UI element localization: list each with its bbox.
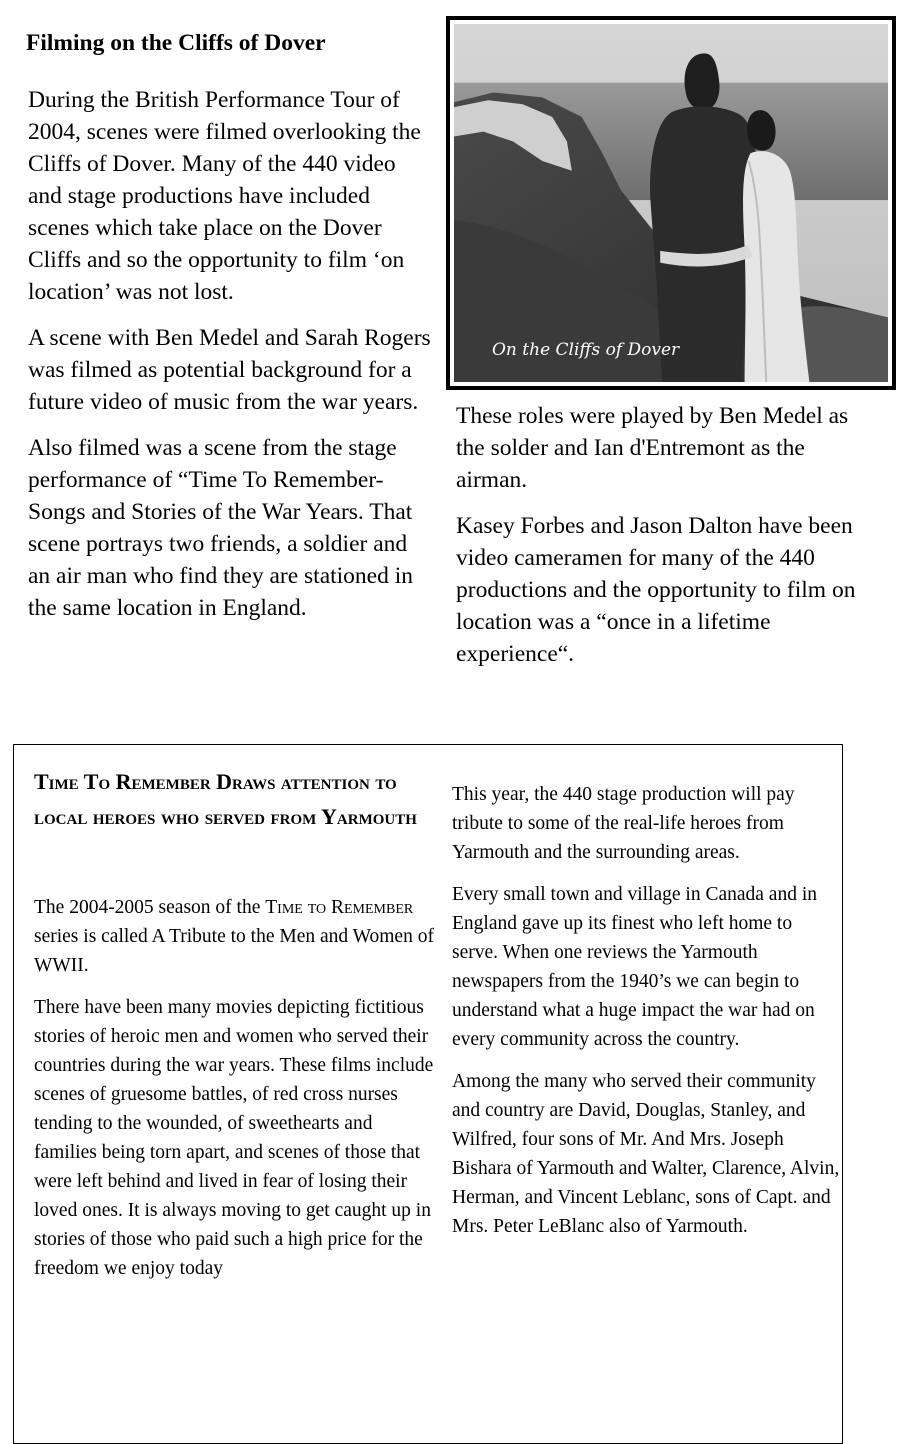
article-heading: Filming on the Cliffs of Dover bbox=[26, 30, 326, 56]
paragraph: During the British Performance Tour of 2004, scenes were filmed overlooking the Cliffs of Dover. Many of the 440 video and stage productions have included scenes which take place on the Dover Cliffs and so the opportunity to film ‘on location’ was not lost. bbox=[28, 87, 421, 305]
paragraph: Among the many who served their community and country are David, Douglas, Stanley, and Wilfred, four sons of Mr. And Mrs. Joseph Bishara of Yarmouth and Walter, Clarence, Alvin, Herman, and Vincent Leblanc, sons of Capt. and Mrs. Peter LeBlanc also of Yarmouth. bbox=[452, 1071, 840, 1237]
paragraph: Kasey Forbes and Jason Dalton have been video cameramen for many of the 440 productions and the opportunity to film on location was a “once in a lifetime experience“. bbox=[456, 513, 856, 667]
text-run: The 2004-2005 season of the bbox=[34, 897, 266, 918]
text-run: series is called A Tribute to the Men and Women of WWII. bbox=[34, 926, 434, 976]
paragraph: These roles were played by Ben Medel as the solder and Ian d'Entremont as the airman. bbox=[456, 403, 849, 493]
paragraph: Also filmed was a scene from the stage performance of “Time To Remember- Songs and Stories of the War Years. That scene portrays two friends, a soldier and an air man who find they are stationed in the same location in England. bbox=[28, 435, 414, 621]
photo-frame bbox=[446, 16, 896, 390]
box-right-column bbox=[452, 780, 840, 1254]
series-name: Time to Remember bbox=[265, 897, 414, 918]
box-left-column bbox=[34, 893, 434, 1296]
photo-caption: On the Cliffs of Dover bbox=[492, 340, 680, 360]
paragraph: This year, the 440 stage production will pay tribute to some of the real-life heroes from Yarmouth and the surrounding areas. bbox=[452, 784, 795, 863]
couple-on-cliffs-image bbox=[454, 24, 888, 382]
cliffs-photo bbox=[454, 24, 888, 382]
paragraph: There have been many movies depicting fictitious stories of heroic men and women who served their countries during the war years. These films include scenes of gruesome battles, of red cross nurses tending to the wounded, of sweethearts and families being torn apart, and scenes of those that were left behind and lived in fear of losing their loved ones. It is always moving to get caught up in stories of those who paid such a high price for the freedom we enjoy today bbox=[34, 997, 434, 1279]
article-left-column bbox=[28, 84, 432, 638]
paragraph: Every small town and village in Canada and in England gave up its finest who left home to serve. When one reviews the Yarmouth newspapers from the 1940’s we can begin to understand what a huge impact the war had on every community across the country. bbox=[452, 884, 817, 1050]
paragraph bbox=[34, 893, 434, 980]
box-article-title: Time To Remember Draws attention to local heroes who served from Yarmouth bbox=[34, 769, 417, 829]
article-right-column bbox=[456, 400, 856, 684]
paragraph: A scene with Ben Medel and Sarah Rogers was filmed as potential background for a future video of music from the war years. bbox=[28, 325, 431, 415]
